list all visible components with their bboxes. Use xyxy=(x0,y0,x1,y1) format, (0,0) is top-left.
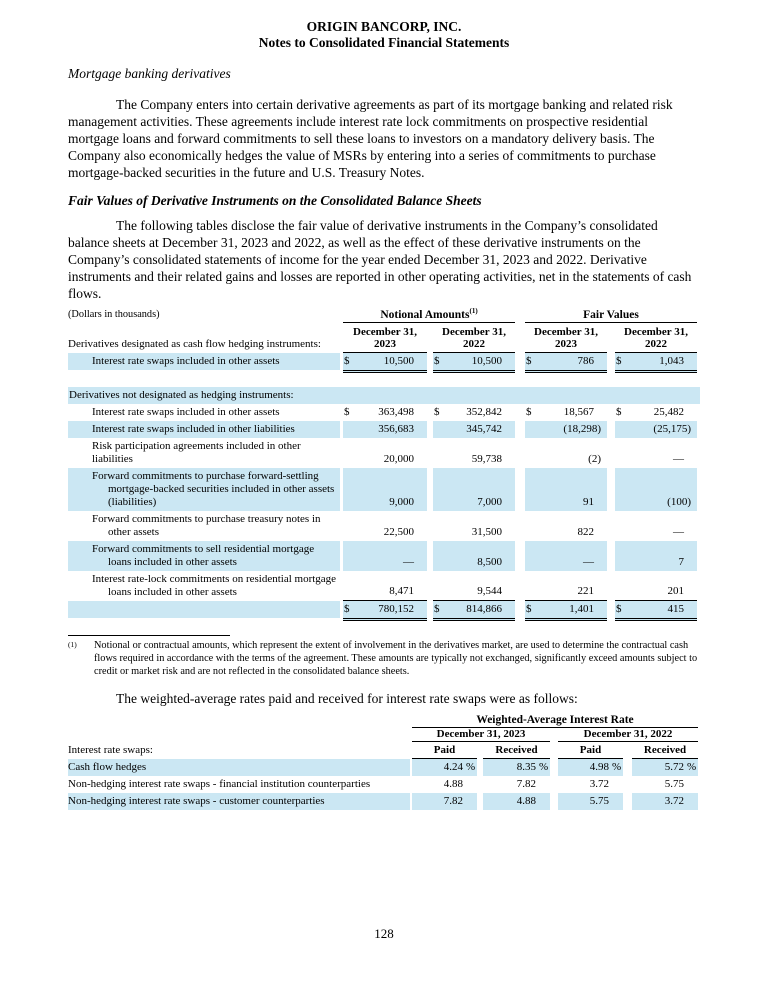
cell-dollar: $ xyxy=(526,355,532,367)
cell-value: 7 xyxy=(678,556,684,568)
table-cell xyxy=(525,511,607,541)
column-group-weighted-average: Weighted-Average Interest Rate xyxy=(412,714,698,728)
cell-value: (18,298) xyxy=(563,423,601,435)
table-cell xyxy=(433,404,515,421)
row-label xyxy=(68,601,340,621)
row-label: Interest rate swaps included in other assets xyxy=(68,353,340,373)
table-cell xyxy=(558,793,623,810)
cell-value: (2) xyxy=(588,453,601,465)
cell-dollar: $ xyxy=(616,603,622,615)
cell-value: 221 xyxy=(577,585,594,597)
cell-value: 356,683 xyxy=(378,423,414,435)
percent-suffix: % xyxy=(687,761,697,773)
table-cell xyxy=(632,793,698,810)
cell-value: 10,500 xyxy=(471,355,502,367)
footnote-text: Notional or contractual amounts, which represent the extent of involvement in the derivatives market, are used to determine the contractual cash flows required in accordance with the terms of the agreement. These amounts are typically not exchanged, significantly exceed amounts subject to credit or market risk and are not reflected in the consolidated balance sheets. xyxy=(94,640,698,677)
cell-value: 18,567 xyxy=(563,406,594,418)
table-cell xyxy=(615,601,697,621)
heading-fair-values: Fair Values of Derivative Instruments on the Consolidated Balance Sheets xyxy=(68,193,482,208)
row-label: Interest rate swaps included in other liabilities xyxy=(68,421,340,438)
row-label: Non-hedging interest rate swaps - financial institution counterparties xyxy=(68,778,371,790)
table-row-forward-mbs xyxy=(68,468,700,511)
cell-value: 822 xyxy=(577,526,594,538)
table-cell xyxy=(615,353,697,373)
table-cell xyxy=(632,759,698,776)
cell-value: 1,043 xyxy=(659,355,684,367)
table-row-not-designated-header xyxy=(68,387,700,404)
row-group-not-designated-header: Derivatives not designated as hedging instruments: xyxy=(68,387,700,404)
cell-value: 8,471 xyxy=(389,585,414,597)
cell-value: 201 xyxy=(667,585,684,597)
cell-value: 10,500 xyxy=(383,355,414,367)
cell-value: 4.98 xyxy=(589,761,609,773)
table-cell xyxy=(343,601,427,621)
table-cell xyxy=(525,571,607,601)
document-header xyxy=(0,0,768,51)
table-cell xyxy=(412,793,477,810)
cell-value: 4.88 xyxy=(516,795,536,807)
table-cell xyxy=(433,468,515,511)
weighted-average-rates-table xyxy=(68,714,700,810)
footnote-rule xyxy=(68,635,230,636)
cell-value: 8.35 xyxy=(516,761,536,773)
cell-value: 20,000 xyxy=(383,453,414,465)
table-cell xyxy=(525,421,607,438)
cell-value: 7.82 xyxy=(443,795,463,807)
cell-value: 1,401 xyxy=(569,603,594,615)
cell-value: 3.72 xyxy=(589,778,609,790)
table-row-forward-sell-residential xyxy=(68,541,700,571)
paragraph-weighted-average: The weighted-average rates paid and received for interest rate swaps were as follows: xyxy=(116,691,578,706)
cell-dollar: $ xyxy=(344,406,350,418)
table-cell xyxy=(558,776,623,793)
cell-value: 7,000 xyxy=(477,496,502,508)
table-cell xyxy=(412,759,477,776)
table-group-header-row xyxy=(68,714,700,728)
table-cell xyxy=(343,404,427,421)
table-cell xyxy=(433,601,515,621)
cell-value: 5.75 xyxy=(664,778,684,790)
column-group-notional-amounts xyxy=(343,307,515,323)
cell-value: 345,742 xyxy=(466,423,502,435)
table-cell xyxy=(525,353,607,373)
cell-value: 786 xyxy=(577,355,594,367)
row-label: Forward commitments to sell residential mortgage loans included in other assets xyxy=(68,541,340,571)
paragraph-fair-values: The following tables disclose the fair value of derivative instruments in the Company’s consolidated balance sheets at December 31, 2023 and 2022, as well as the effect of these derivative instruments on the Company’s consolidated statements of income for the year ended December 31, 2023 and 2022. Derivative instruments and their related gains and losses are reported in other operating activities, net in the statements of cash flows. xyxy=(68,218,692,301)
units-label: (Dollars in thousands) xyxy=(68,309,160,320)
empty-stub xyxy=(68,724,410,728)
cell-value: 4.24 xyxy=(443,761,463,773)
table-cell xyxy=(615,571,697,601)
row-label: Interest rate swaps included in other assets xyxy=(92,406,280,418)
footnote xyxy=(68,639,700,678)
cell-value: 7.82 xyxy=(516,778,536,790)
table-row-swaps-other-liabilities xyxy=(68,421,700,438)
cell-value: 31,500 xyxy=(471,526,502,538)
cell-dollar: $ xyxy=(344,355,350,367)
table-row-cash-flow-hedges xyxy=(68,759,700,776)
table-cell xyxy=(343,438,427,468)
table-cell xyxy=(615,511,697,541)
table-row-total xyxy=(68,601,700,621)
table-row-risk-participation xyxy=(68,438,700,468)
table-cell xyxy=(433,438,515,468)
percent-suffix: % xyxy=(466,761,476,773)
table-cell xyxy=(433,353,515,373)
page-content xyxy=(68,66,700,810)
table-cell xyxy=(343,511,427,541)
table-row-forward-treasury xyxy=(68,511,700,541)
table-row-non-hedging-customer xyxy=(68,793,700,810)
group-label: Notional Amounts xyxy=(380,309,470,321)
column-header-paid: Paid xyxy=(558,742,623,759)
column-header-received: Received xyxy=(483,742,550,759)
row-group-swaps-header: Interest rate swaps: xyxy=(68,744,153,756)
cell-value: — xyxy=(403,556,414,568)
table-cell xyxy=(343,468,427,511)
table-cell xyxy=(412,776,477,793)
cell-value: — xyxy=(583,556,594,568)
page-number: 128 xyxy=(374,926,394,941)
cell-value: 814,866 xyxy=(466,603,502,615)
table-cell xyxy=(483,793,550,810)
table-cell xyxy=(433,571,515,601)
table-cell xyxy=(615,404,697,421)
column-group-dec-2023: December 31, 2023 xyxy=(412,728,550,742)
column-group-dec-2022: December 31, 2022 xyxy=(558,728,698,742)
row-label: Cash flow hedges xyxy=(68,759,410,776)
table-date-header-row xyxy=(68,323,700,353)
row-label: Forward commitments to purchase treasury notes in other assets xyxy=(92,513,321,538)
column-header: December 31, 2023 xyxy=(343,323,427,353)
column-header: December 31, 2022 xyxy=(433,323,515,353)
table-cell xyxy=(615,541,697,571)
table-row-rate-lock-commitments xyxy=(68,571,700,601)
cell-value: 3.72 xyxy=(664,795,684,807)
cell-dollar: $ xyxy=(526,603,532,615)
table-cell xyxy=(343,353,427,373)
cell-value: 5.75 xyxy=(589,795,609,807)
column-header: December 31, 2022 xyxy=(615,323,697,353)
table-cell xyxy=(632,776,698,793)
row-label: Risk participation agreements included in other liabilities xyxy=(92,440,301,465)
cell-value: 22,500 xyxy=(383,526,414,538)
table-cell xyxy=(525,404,607,421)
column-header-received: Received xyxy=(632,742,698,759)
row-label: Forward commitments to purchase forward-settling mortgage-backed securities included in other assets (liabilities) xyxy=(68,468,340,511)
table-cell xyxy=(525,468,607,511)
table-cell xyxy=(433,541,515,571)
cell-dollar: $ xyxy=(616,406,622,418)
cell-value: 415 xyxy=(667,603,684,615)
cell-value: 363,498 xyxy=(378,406,414,418)
percent-suffix: % xyxy=(612,761,622,773)
table-cell xyxy=(615,438,697,468)
cell-dollar: $ xyxy=(616,355,622,367)
row-label: Interest rate-lock commitments on residential mortgage loans included in other assets xyxy=(92,573,337,598)
cell-value: (25,175) xyxy=(653,423,691,435)
table-cell xyxy=(343,421,427,438)
table-row-swaps-other-assets xyxy=(68,404,700,421)
cell-value: 9,544 xyxy=(477,585,502,597)
cell-value: 780,152 xyxy=(378,603,414,615)
table-cell xyxy=(343,571,427,601)
cell-value: 25,482 xyxy=(653,406,684,418)
cell-dollar: $ xyxy=(344,603,350,615)
table-row-non-hedging-financial xyxy=(68,776,700,793)
table-cell xyxy=(525,438,607,468)
paragraph-mortgage-banking: The Company enters into certain derivative agreements as part of its mortgage banking and related risk management activities. These agreements include interest rate lock commitments on prospective residential mortgage loans and forward commitments to sell these loans to investors on a mandatory delivery basis. The Company also economically hedges the value of MSRs by entering into a series of commitments to purchase mortgage-backed securities in the future and U.S. Treasury Notes. xyxy=(68,97,673,180)
cell-value: — xyxy=(673,453,684,465)
table-group-header-row xyxy=(68,306,700,323)
column-group-fair-values: Fair Values xyxy=(525,309,697,323)
cell-value: 4.88 xyxy=(443,778,463,790)
cell-value: 59,738 xyxy=(471,453,502,465)
footnote-ref: (1) xyxy=(469,307,478,316)
row-label: Non-hedging interest rate swaps - customer counterparties xyxy=(68,793,410,810)
cell-value: (100) xyxy=(667,496,691,508)
cell-value: 91 xyxy=(583,496,594,508)
cell-value: 5.72 xyxy=(664,761,684,773)
cell-value: 9,000 xyxy=(389,496,414,508)
table-cell xyxy=(558,759,623,776)
cell-value: 352,842 xyxy=(466,406,502,418)
table-cell xyxy=(343,541,427,571)
table-cell xyxy=(483,776,550,793)
footnote-marker: (1) xyxy=(68,640,77,649)
cell-value: 8,500 xyxy=(477,556,502,568)
column-header-paid: Paid xyxy=(412,742,477,759)
page-subtitle: Notes to Consolidated Financial Statements xyxy=(258,35,510,50)
row-group-designated-header: Derivatives designated as cash flow hedging instruments: xyxy=(68,338,321,350)
heading-mortgage-banking-derivatives: Mortgage banking derivatives xyxy=(68,66,231,81)
table-cell xyxy=(483,759,550,776)
table-cell xyxy=(433,421,515,438)
table-cell xyxy=(433,511,515,541)
cell-dollar: $ xyxy=(526,406,532,418)
table-spacer xyxy=(68,373,700,387)
cell-value: — xyxy=(673,526,684,538)
table-cell xyxy=(615,421,697,438)
table-date-group-row xyxy=(68,728,700,742)
table-column-header-row xyxy=(68,742,700,759)
cell-dollar: $ xyxy=(434,406,440,418)
column-header: December 31, 2023 xyxy=(525,323,607,353)
cell-dollar: $ xyxy=(434,355,440,367)
percent-suffix: % xyxy=(539,761,549,773)
cell-dollar: $ xyxy=(434,603,440,615)
table-cell xyxy=(525,541,607,571)
page-title: ORIGIN BANCORP, INC. xyxy=(306,19,462,34)
derivatives-fair-value-table xyxy=(68,306,700,621)
table-row-designated-swaps xyxy=(68,353,700,373)
table-cell xyxy=(525,601,607,621)
table-cell xyxy=(615,468,697,511)
